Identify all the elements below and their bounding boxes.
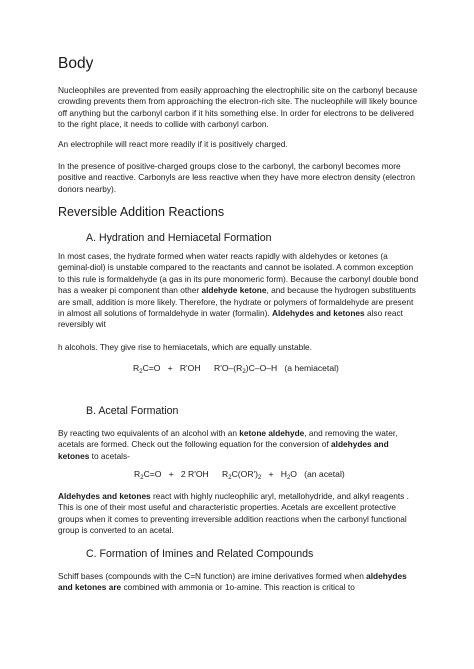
paragraph-positive-groups: In the presence of positive-charged groups close to the carbonyl, the carbonyl becomes more positive and reactive. Carbonyls are less reactive when they have more electron density (electron donors nearby). bbox=[58, 161, 415, 194]
section-heading-body: Body bbox=[58, 55, 94, 72]
subheading-imines: C. Formation of Imines and Related Compounds bbox=[86, 548, 314, 560]
paragraph-nucleophilic-reagents: Aldehydes and ketones react with highly nucleophilic aryl, metallohydride, and alkyl reagents . This is one of their most useful and characteristic properties. Acetals are excellent protective groups when it comes to preventing irreversible addition reactions when the carbonyl functional group is converted to an acetal. bbox=[58, 491, 409, 536]
paragraph-nucleophiles: Nucleophiles are prevented from easily approaching the electrophilic site on the carbonyl because crowding prevents them from approaching the electron-rich site. The nucleophile will likely bounce off anything but the carbonyl carbon if it hits something else. In order for electrons to be delivered to the right place, it needs to collide with carbonyl carbon. bbox=[58, 85, 418, 130]
equation-hemiacetal-reactants: $R_2C=O + R'OH$ bbox=[133, 363, 201, 375]
equation-hemiacetal-products: $R'O-(R_2)C-O-H$ (a hemiacetal) bbox=[214, 363, 339, 375]
paragraph-schiff-bases: Schiff bases (compounds with the C=N function) are imine derivatives formed when aldehydes and ketones are combined with ammonia or 1o-amine. This reaction is critical to bbox=[58, 571, 407, 593]
subheading-acetal: B. Acetal Formation bbox=[86, 405, 179, 417]
paragraph-hydration: In most cases, the hydrate formed when water reacts rapidly with aldehydes or ketones (a geminal-diol) is unstable compared to the reactants and cannot be isolated. A common exception to this rule is formaldehyde (a gas in its pure monomeric form). Because the carbonyl double bond has a weaker pi component than other aldehyde ketone, and because the hydrogen substituents are small, addition is more likely. Therefore, the hydrate or polymers of formaldehyde are present in almost all solutions of formaldehyde in water (formalin). Aldehydes and ketones also react reversibly wit bbox=[58, 251, 419, 330]
equation-acetal-reactants: $R_2C=O + 2$ R'OH bbox=[134, 469, 209, 481]
section-heading-reversible: Reversible Addition Reactions bbox=[58, 205, 225, 219]
paragraph-acetal-formation: By reacting two equivalents of an alcohol with an ketone aldehyde, and removing the water, acetals are formed. Check out the following equation for the conversion of aldehydes and ketones to acetals- bbox=[58, 428, 398, 461]
paragraph-electrophile: An electrophile will react more readily if it is positively charged. bbox=[58, 139, 288, 149]
paragraph-hemiacetals: h alcohols. They give rise to hemiacetals, which are equally unstable. bbox=[58, 342, 312, 352]
equation-acetal-products: $R_2C(OR')_2 + H_2O$ (an acetal) bbox=[222, 469, 345, 481]
subheading-hydration: A. Hydration and Hemiacetal Formation bbox=[86, 232, 272, 244]
